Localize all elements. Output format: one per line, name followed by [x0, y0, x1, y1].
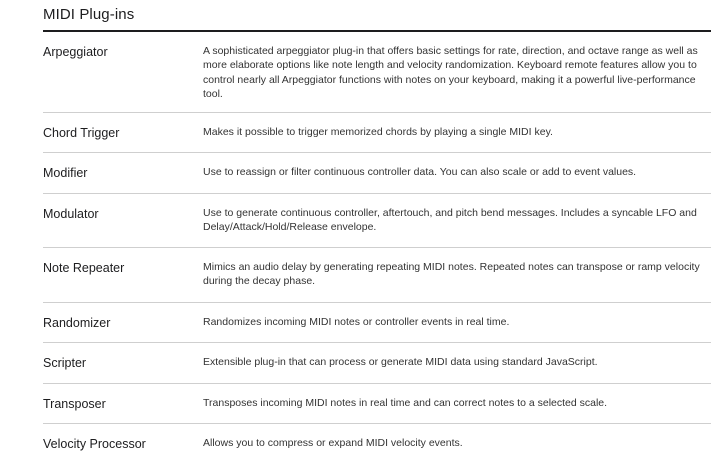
plugin-name: Transposer: [43, 397, 106, 411]
table-row: [43, 153, 711, 194]
plugin-name: Modifier: [43, 166, 88, 180]
table-row: [43, 32, 711, 113]
plugin-name: Modulator: [43, 207, 99, 221]
table-row: [43, 194, 711, 248]
table-row: [43, 384, 711, 424]
plugin-name: Randomizer: [43, 316, 111, 330]
plugin-name: Velocity Processor: [43, 437, 146, 451]
table-row: [43, 113, 711, 153]
plugin-description: Randomizes incoming MIDI notes or controller events in real time.: [203, 316, 510, 328]
plugin-description: Use to generate continuous controller, aftertouch, and pitch bend messages. Includes a syncable LFO and Delay/Attack/Hold/Release envelope.: [203, 207, 697, 234]
table-row: [43, 303, 711, 343]
plugin-description: Use to reassign or filter continuous controller data. You can also scale or add to event values.: [203, 166, 637, 178]
plugin-name: Note Repeater: [43, 261, 125, 275]
plugin-description: Extensible plug-in that can process or generate MIDI data using standard JavaScript.: [203, 356, 598, 368]
table-row: [43, 343, 711, 384]
plugin-description: Makes it possible to trigger memorized chords by playing a single MIDI key.: [203, 126, 553, 138]
table-row: [43, 424, 711, 462]
plugin-description: Allows you to compress or expand MIDI velocity events.: [203, 437, 463, 449]
page-title: MIDI Plug-ins: [43, 6, 135, 23]
plugin-description: A sophisticated arpeggiator plug-in that offers basic settings for rate, direction, and octave range as well as more elaborate options like note length and velocity randomization. Keyboard remote features allow you to control nearly all Arpeggiator functions with notes on your keyboard, making it a powerful live-performance tool.: [203, 45, 698, 100]
table-row: [43, 248, 711, 303]
plugin-name: Chord Trigger: [43, 126, 120, 140]
plugin-name: Arpeggiator: [43, 45, 108, 59]
plugin-description: Mimics an audio delay by generating repeating MIDI notes. Repeated notes can transpose or ramp velocity during the decay phase.: [203, 261, 700, 288]
midi-plugins-table: [43, 30, 711, 462]
plugin-name: Scripter: [43, 356, 87, 370]
plugin-description: Transposes incoming MIDI notes in real time and can correct notes to a selected scale.: [203, 397, 608, 409]
